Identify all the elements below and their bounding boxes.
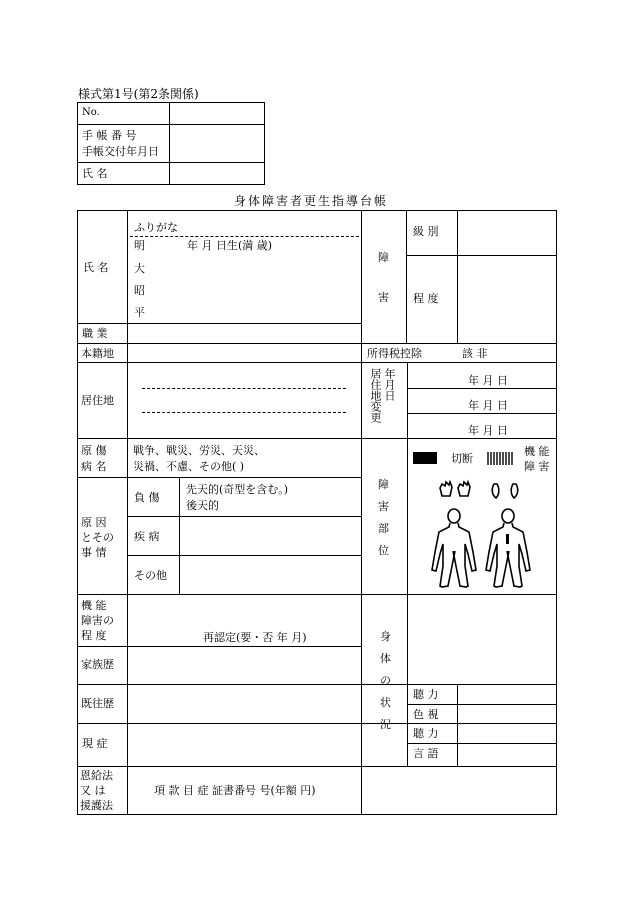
teido-label: 程 度 bbox=[413, 292, 439, 305]
honsekichi-label: 本籍地 bbox=[81, 347, 114, 360]
gengo-field[interactable] bbox=[458, 744, 555, 765]
kyojuchi-henko-label: 居住地変更 bbox=[369, 368, 382, 423]
choryoku-label: 聴 力 bbox=[413, 688, 439, 701]
kino-label-1: 機 能 bbox=[81, 599, 107, 612]
genin-jijo-2: とその bbox=[81, 531, 114, 544]
name-value[interactable] bbox=[170, 163, 263, 183]
genin-text-1: 戦争、戦災、労災、天災、 bbox=[133, 444, 265, 457]
furigana-field[interactable] bbox=[200, 213, 355, 233]
kazokureki-label: 家族歴 bbox=[81, 658, 114, 671]
setsudan-legend-icon bbox=[413, 452, 437, 464]
fusho-text-1: 先天的(奇型を含む。) bbox=[186, 483, 289, 496]
onkyu-label-1: 恩給法 bbox=[80, 769, 113, 782]
name-label: 氏 名 bbox=[82, 167, 108, 180]
gaito-label[interactable]: 該 非 bbox=[462, 347, 488, 360]
kino-shogai-legend-icon bbox=[487, 452, 515, 465]
fusho-text-2: 後天的 bbox=[186, 499, 219, 512]
no-value[interactable] bbox=[170, 103, 263, 123]
onkyu-text: 項 款 目 症 証書番号 号(年額 円) bbox=[154, 784, 316, 797]
shokugyo-label: 職 業 bbox=[82, 327, 108, 340]
choryoku2-label: 聴 力 bbox=[413, 727, 439, 740]
bui-label-2: 害 bbox=[378, 500, 389, 513]
form-number: 様式第1号(第2条関係) bbox=[78, 87, 199, 101]
genin-label-2: 病 名 bbox=[81, 460, 107, 473]
honsekichi-field[interactable] bbox=[128, 344, 360, 361]
henko-date-1[interactable]: 年 月 日 bbox=[468, 374, 508, 387]
shimei-label: 氏 名 bbox=[83, 261, 109, 274]
henko-date-2[interactable]: 年 月 日 bbox=[468, 399, 508, 412]
birth-date-label: 年 月 日生(満 歳) bbox=[187, 239, 273, 252]
no-label: No. bbox=[82, 107, 100, 118]
choryoku2-field[interactable] bbox=[458, 724, 555, 742]
gensho-label: 現 症 bbox=[82, 737, 108, 750]
shintai-4: 状 bbox=[380, 696, 391, 709]
genin-jijo-1: 原 因 bbox=[81, 516, 107, 529]
techo-value[interactable] bbox=[170, 125, 263, 161]
kyojuchi-field[interactable] bbox=[128, 363, 360, 437]
shintai-1: 身 bbox=[380, 630, 391, 643]
choryoku-field[interactable] bbox=[458, 685, 555, 703]
bui-label-4: 位 bbox=[378, 544, 389, 557]
bui-label-1: 障 bbox=[378, 478, 389, 491]
kino-label-2: 障害の bbox=[81, 614, 114, 627]
genin-label-1: 原 傷 bbox=[81, 444, 107, 457]
techo-number-label: 手 帳 番 号 bbox=[82, 129, 137, 142]
furigana-label: ふりがな bbox=[134, 221, 178, 234]
kiorekki-label: 既往歴 bbox=[81, 697, 114, 710]
techo-date-label: 手帳交付年月日 bbox=[82, 145, 159, 158]
body-diagram-icon[interactable] bbox=[430, 478, 550, 593]
kino-label-3: 程 度 bbox=[81, 629, 107, 642]
henko-date-3[interactable]: 年 月 日 bbox=[468, 424, 508, 437]
genin-jijo-3: 事 情 bbox=[81, 546, 107, 559]
shotoku-label: 所得税控除 bbox=[367, 347, 422, 360]
shikaku-field[interactable] bbox=[458, 705, 555, 722]
onkyu-label-2: 又 は bbox=[80, 784, 106, 797]
onkyu-label-3: 援護法 bbox=[80, 799, 113, 812]
teido-field[interactable] bbox=[458, 256, 555, 342]
gengo-label: 言 語 bbox=[413, 747, 439, 760]
genin-text-2: 災禍、不慮、その他( ) bbox=[133, 460, 245, 473]
shintai-5: 況 bbox=[380, 718, 391, 731]
kiorekki-field[interactable] bbox=[128, 685, 360, 722]
kino-legend-2: 障 害 bbox=[524, 460, 550, 473]
page-title: 身体障害者更生指導台帳 bbox=[234, 194, 389, 208]
sonota-label: その他 bbox=[134, 569, 167, 582]
gensho-field[interactable] bbox=[128, 724, 360, 765]
kino-legend-1: 機 能 bbox=[524, 445, 550, 458]
era-showa: 昭 bbox=[134, 284, 145, 297]
shogai-label-2: 害 bbox=[378, 291, 389, 304]
era-meiji: 明 bbox=[134, 239, 145, 252]
shippei-label: 疾 病 bbox=[134, 530, 160, 543]
kyojuchi-date-label: 年月日 bbox=[383, 368, 396, 401]
saininte-label: 再認定(要・否 年 月) bbox=[203, 631, 307, 644]
shogai-label-1: 障 bbox=[378, 251, 389, 264]
shippei-field[interactable] bbox=[180, 517, 360, 554]
shintai-2: 体 bbox=[380, 652, 391, 665]
kyubetsu-label: 級 別 bbox=[413, 225, 439, 238]
shokugyo-field[interactable] bbox=[128, 324, 360, 342]
kazokureki-field[interactable] bbox=[128, 647, 360, 683]
setsudan-label: 切断 bbox=[451, 452, 473, 465]
shintai-3: の bbox=[380, 674, 391, 687]
bui-label-3: 部 bbox=[378, 522, 389, 535]
shikaku-label: 色 視 bbox=[413, 708, 439, 721]
sonota-field[interactable] bbox=[180, 556, 360, 593]
fusho-label: 負 傷 bbox=[134, 491, 160, 504]
kyubetsu-field[interactable] bbox=[458, 211, 555, 254]
era-heisei: 平 bbox=[134, 306, 145, 319]
kyojuchi-label: 居住地 bbox=[81, 394, 114, 407]
era-taisho: 大 bbox=[134, 262, 145, 275]
